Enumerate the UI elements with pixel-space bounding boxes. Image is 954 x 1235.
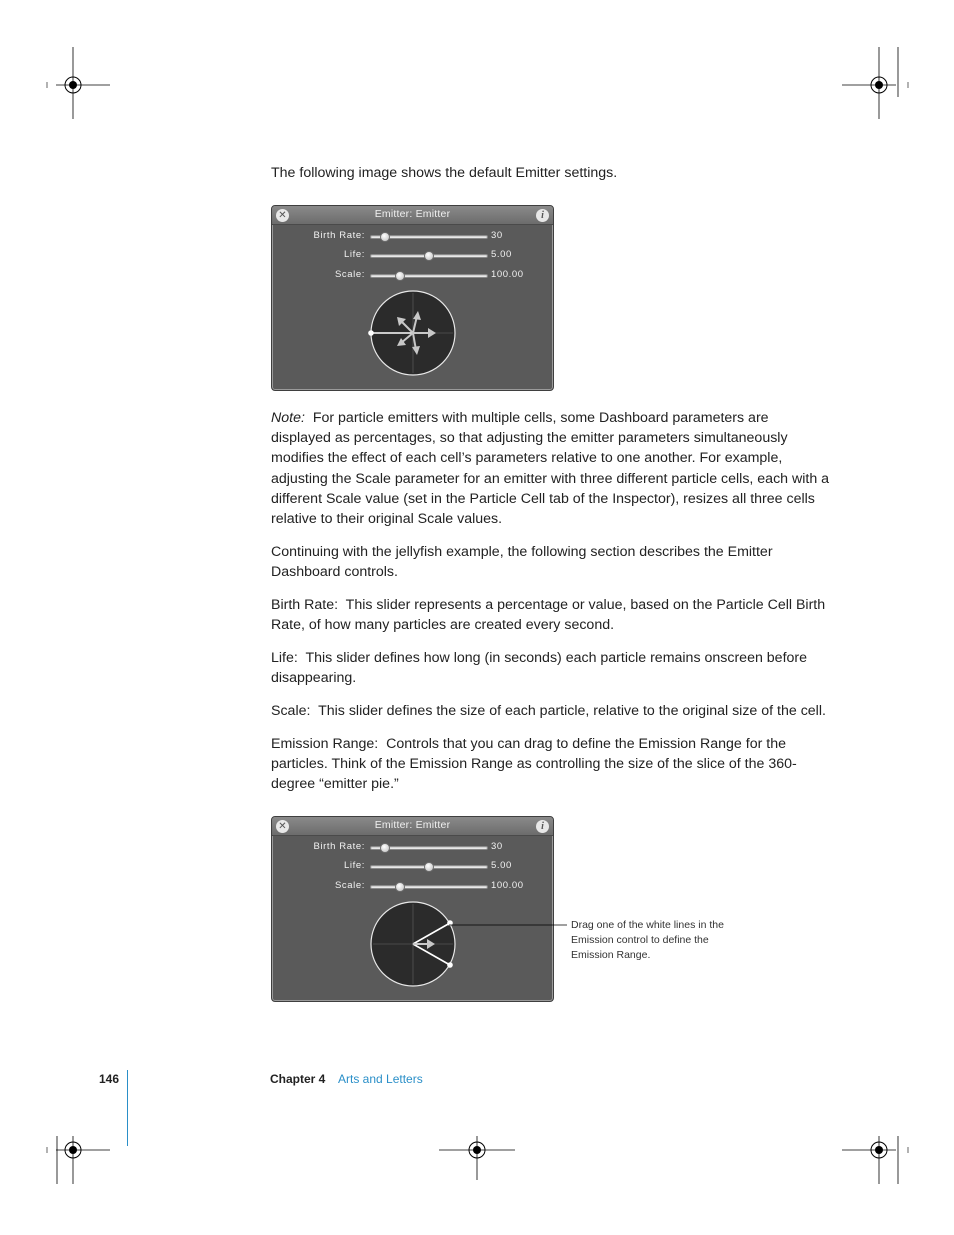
callout-leader-line: [449, 920, 569, 930]
definition-scale: [271, 701, 831, 721]
definition-text: This slider defines the size of each particle, relative to the original size of the cell.: [318, 703, 826, 719]
slider-knob[interactable]: [424, 862, 434, 872]
panel-titlebar: [272, 206, 553, 225]
definition-term: Life:: [271, 650, 298, 666]
scale-slider[interactable]: [370, 274, 488, 278]
emission-range-control[interactable]: [368, 899, 458, 989]
scale-value: 100.00: [491, 269, 524, 280]
emission-range-control[interactable]: [368, 288, 458, 378]
crop-mark-bottom-right: [840, 1110, 920, 1190]
footer-rule: [127, 1070, 128, 1146]
birth-rate-value: 30: [491, 230, 503, 241]
definition-birth-rate: [271, 595, 831, 635]
birth-rate-slider-row: [272, 230, 553, 244]
slider-knob[interactable]: [424, 251, 434, 261]
scale-label: Scale:: [334, 269, 365, 280]
definition-life: [271, 648, 831, 688]
scale-slider-row: [272, 880, 553, 894]
close-icon[interactable]: ✕: [276, 209, 289, 222]
slider-knob[interactable]: [395, 882, 405, 892]
birth-rate-slider[interactable]: [370, 235, 488, 239]
birth-rate-label: Birth Rate:: [313, 841, 365, 852]
emitter-dashboard-emission-range: [271, 816, 554, 1002]
crop-mark-top-left: [40, 45, 120, 125]
life-value: 5.00: [491, 860, 512, 871]
crop-mark-top-right: [840, 45, 920, 125]
life-label: Life:: [344, 860, 365, 871]
birth-rate-slider[interactable]: [370, 846, 488, 850]
emitter-dashboard-default: [271, 205, 554, 391]
life-slider[interactable]: [370, 865, 488, 869]
intro-paragraph: The following image shows the default Emitter settings.: [271, 165, 618, 181]
scale-slider-row: [272, 269, 553, 283]
scale-slider[interactable]: [370, 885, 488, 889]
birth-rate-slider-row: [272, 841, 553, 855]
birth-rate-value: 30: [491, 841, 503, 852]
life-slider-row: [272, 860, 553, 874]
info-icon[interactable]: i: [536, 820, 549, 833]
definition-text: Controls that you can drag to define the Emission Range for the particles. Think of the Emission Range as controlling the size of the slice of the 360-degree “emitter pie.”: [271, 736, 797, 793]
slider-knob[interactable]: [395, 271, 405, 281]
life-value: 5.00: [491, 249, 512, 260]
footer-chapter: Chapter 4: [270, 1072, 326, 1086]
crop-mark-bottom-left: [40, 1110, 120, 1190]
definition-term: Scale:: [271, 703, 311, 719]
life-slider[interactable]: [370, 254, 488, 258]
footer-chapter-title[interactable]: Arts and Letters: [338, 1072, 423, 1086]
definition-term: Birth Rate:: [271, 597, 339, 613]
definition-text: This slider defines how long (in seconds) each particle remains onscreen before disappearing.: [271, 650, 808, 687]
slider-knob[interactable]: [380, 843, 390, 853]
scale-value: 100.00: [491, 880, 524, 891]
life-label: Life:: [344, 249, 365, 260]
panel-title: Emitter: Emitter: [374, 208, 451, 220]
birth-rate-label: Birth Rate:: [313, 230, 365, 241]
definition-emission-range: [271, 734, 831, 795]
note-text: For particle emitters with multiple cells, some Dashboard parameters are displayed as percentages, so that adjusting the emitter parameters simultaneously modifies the effect of each cell’s parameters relative to one another. For example, adjusting the Scale parameter for an emitter with three different particle cells, each with a different Scale value (set in the Particle Cell tab of the Inspector), resizes all three cells relative to their original Scale values.: [271, 410, 830, 528]
crop-mark-bottom-center: [437, 1110, 517, 1190]
callout-text: Drag one of the white lines in the Emission control to define the Emission Range.: [571, 919, 724, 961]
emission-range-handle-lower: [447, 962, 453, 968]
scale-label: Scale:: [334, 880, 365, 891]
slider-knob[interactable]: [380, 232, 390, 242]
note-label: Note:: [271, 410, 305, 426]
note-paragraph: [271, 408, 831, 529]
life-slider-row: [272, 249, 553, 263]
definition-text: This slider represents a percentage or value, based on the Particle Cell Birth Rate, of how many particles are created every second.: [271, 597, 826, 634]
panel-title: Emitter: Emitter: [374, 819, 451, 831]
emission-range-handle: [368, 330, 374, 336]
page-number: 146: [99, 1072, 120, 1086]
info-icon[interactable]: i: [536, 209, 549, 222]
panel-titlebar: [272, 817, 553, 836]
close-icon[interactable]: ✕: [276, 820, 289, 833]
continuing-paragraph: Continuing with the jellyfish example, the following section describes the Emitter Dashboard controls.: [271, 544, 773, 581]
definition-term: Emission Range:: [271, 736, 379, 752]
